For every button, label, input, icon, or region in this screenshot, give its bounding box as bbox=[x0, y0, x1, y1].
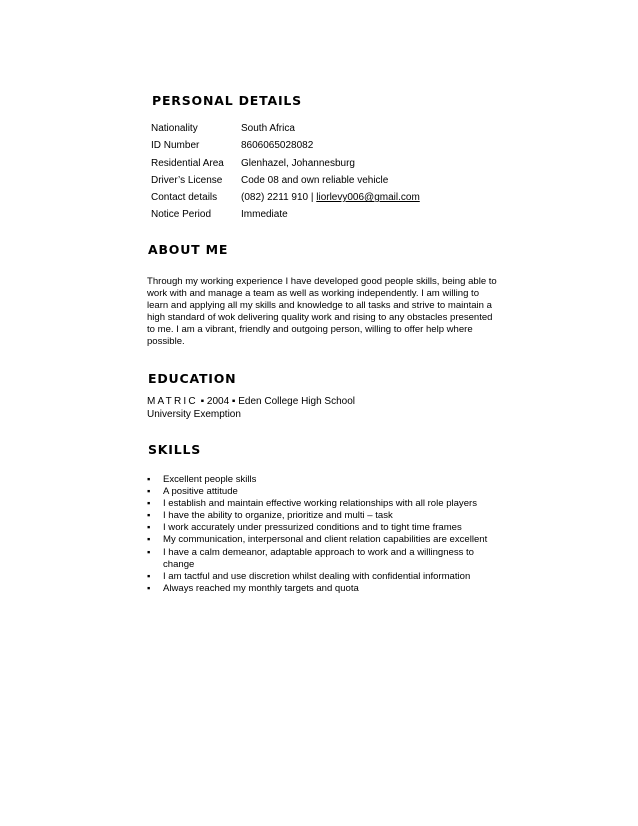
skills-heading: SKILLS bbox=[148, 442, 202, 457]
bullet-icon: ▪ bbox=[147, 474, 151, 485]
skill-text: My communication, interpersonal and client relation capabilities are excellent bbox=[163, 534, 488, 546]
bullet-icon: ▪ bbox=[147, 546, 151, 558]
detail-label: Contact details bbox=[151, 192, 218, 204]
detail-row-nationality bbox=[151, 123, 420, 140]
detail-value: South Africa bbox=[241, 123, 295, 134]
qualification: MATRIC bbox=[147, 396, 198, 407]
phone-number: (082) 2211 910 | bbox=[241, 192, 317, 204]
bullet-icon: ▪ bbox=[147, 510, 151, 522]
bullet-icon: ▪ bbox=[147, 522, 151, 534]
skill-text: I establish and maintain effective working relationships with all role players bbox=[163, 498, 477, 510]
detail-label: ID Number bbox=[151, 140, 200, 152]
email-link[interactable]: liorlevy006@gmail.com bbox=[316, 192, 420, 204]
detail-row-drivers-license bbox=[151, 175, 420, 192]
bullet-icon: ▪ bbox=[147, 486, 151, 498]
detail-label: Notice Period bbox=[151, 209, 212, 221]
detail-label: Nationality bbox=[151, 123, 198, 134]
detail-label: Driver’s License bbox=[151, 174, 223, 186]
skill-text: I work accurately under pressurized conditions and to tight time frames bbox=[163, 522, 462, 534]
about-me-paragraph: Through my working experience I have developed good people skills, being able to work with and manage a team as well as working independently. I am willing to learn and applying all my skills and knowledge to all tasks and strive to maintain a high standard of wok delivering quality work and rising to any obstacles presented to me. I am a vibrant, friendly and outgoing person, willing to offer help where possible. bbox=[147, 276, 497, 348]
list-item bbox=[147, 534, 497, 546]
skill-text: A positive attitude bbox=[163, 486, 238, 498]
detail-row-contact-details bbox=[151, 192, 420, 209]
education-heading: EDUCATION bbox=[148, 371, 237, 386]
bullet-icon: ▪ bbox=[147, 570, 151, 582]
bullet-icon: ▪ bbox=[147, 498, 151, 510]
education-note: University Exemption bbox=[147, 408, 241, 420]
detail-label: Residential Area bbox=[151, 157, 224, 169]
list-item bbox=[147, 474, 497, 486]
list-item bbox=[147, 486, 497, 498]
skill-text: Always reached my monthly targets and quota bbox=[163, 582, 359, 594]
skill-text: I have a calm demeanor, adaptable approach to work and a willingness to change bbox=[163, 546, 474, 570]
skills-list bbox=[147, 474, 497, 595]
about-me-heading: ABOUT ME bbox=[148, 242, 229, 257]
detail-value: Glenhazel, Johannesburg bbox=[241, 157, 355, 169]
list-item bbox=[147, 571, 497, 583]
personal-details-table bbox=[151, 123, 420, 227]
list-item bbox=[147, 583, 497, 595]
list-item bbox=[147, 510, 497, 522]
education-entry bbox=[147, 396, 507, 409]
detail-row-residential-area bbox=[151, 158, 420, 175]
detail-value: 8606065028082 bbox=[241, 140, 314, 152]
skill-text: I have the ability to organize, prioritize and multi – task bbox=[163, 510, 393, 522]
detail-row-id-number bbox=[151, 140, 420, 157]
bullet-icon: ▪ bbox=[147, 582, 151, 594]
education-year-school: ▪ 2004 ▪ Eden College High School bbox=[197, 396, 355, 407]
list-item bbox=[147, 547, 497, 571]
detail-value bbox=[241, 192, 420, 209]
list-item bbox=[147, 522, 497, 534]
list-item bbox=[147, 498, 497, 510]
education-section bbox=[147, 396, 507, 421]
detail-value: Code 08 and own reliable vehicle bbox=[241, 174, 389, 186]
detail-row-notice-period bbox=[151, 209, 420, 226]
skill-text: Excellent people skills bbox=[163, 474, 257, 485]
detail-value: Immediate bbox=[241, 209, 288, 221]
skill-text: I am tactful and use discretion whilst dealing with confidential information bbox=[163, 570, 471, 582]
bullet-icon: ▪ bbox=[147, 534, 151, 546]
personal-details-heading: PERSONAL DETAILS bbox=[152, 93, 302, 108]
